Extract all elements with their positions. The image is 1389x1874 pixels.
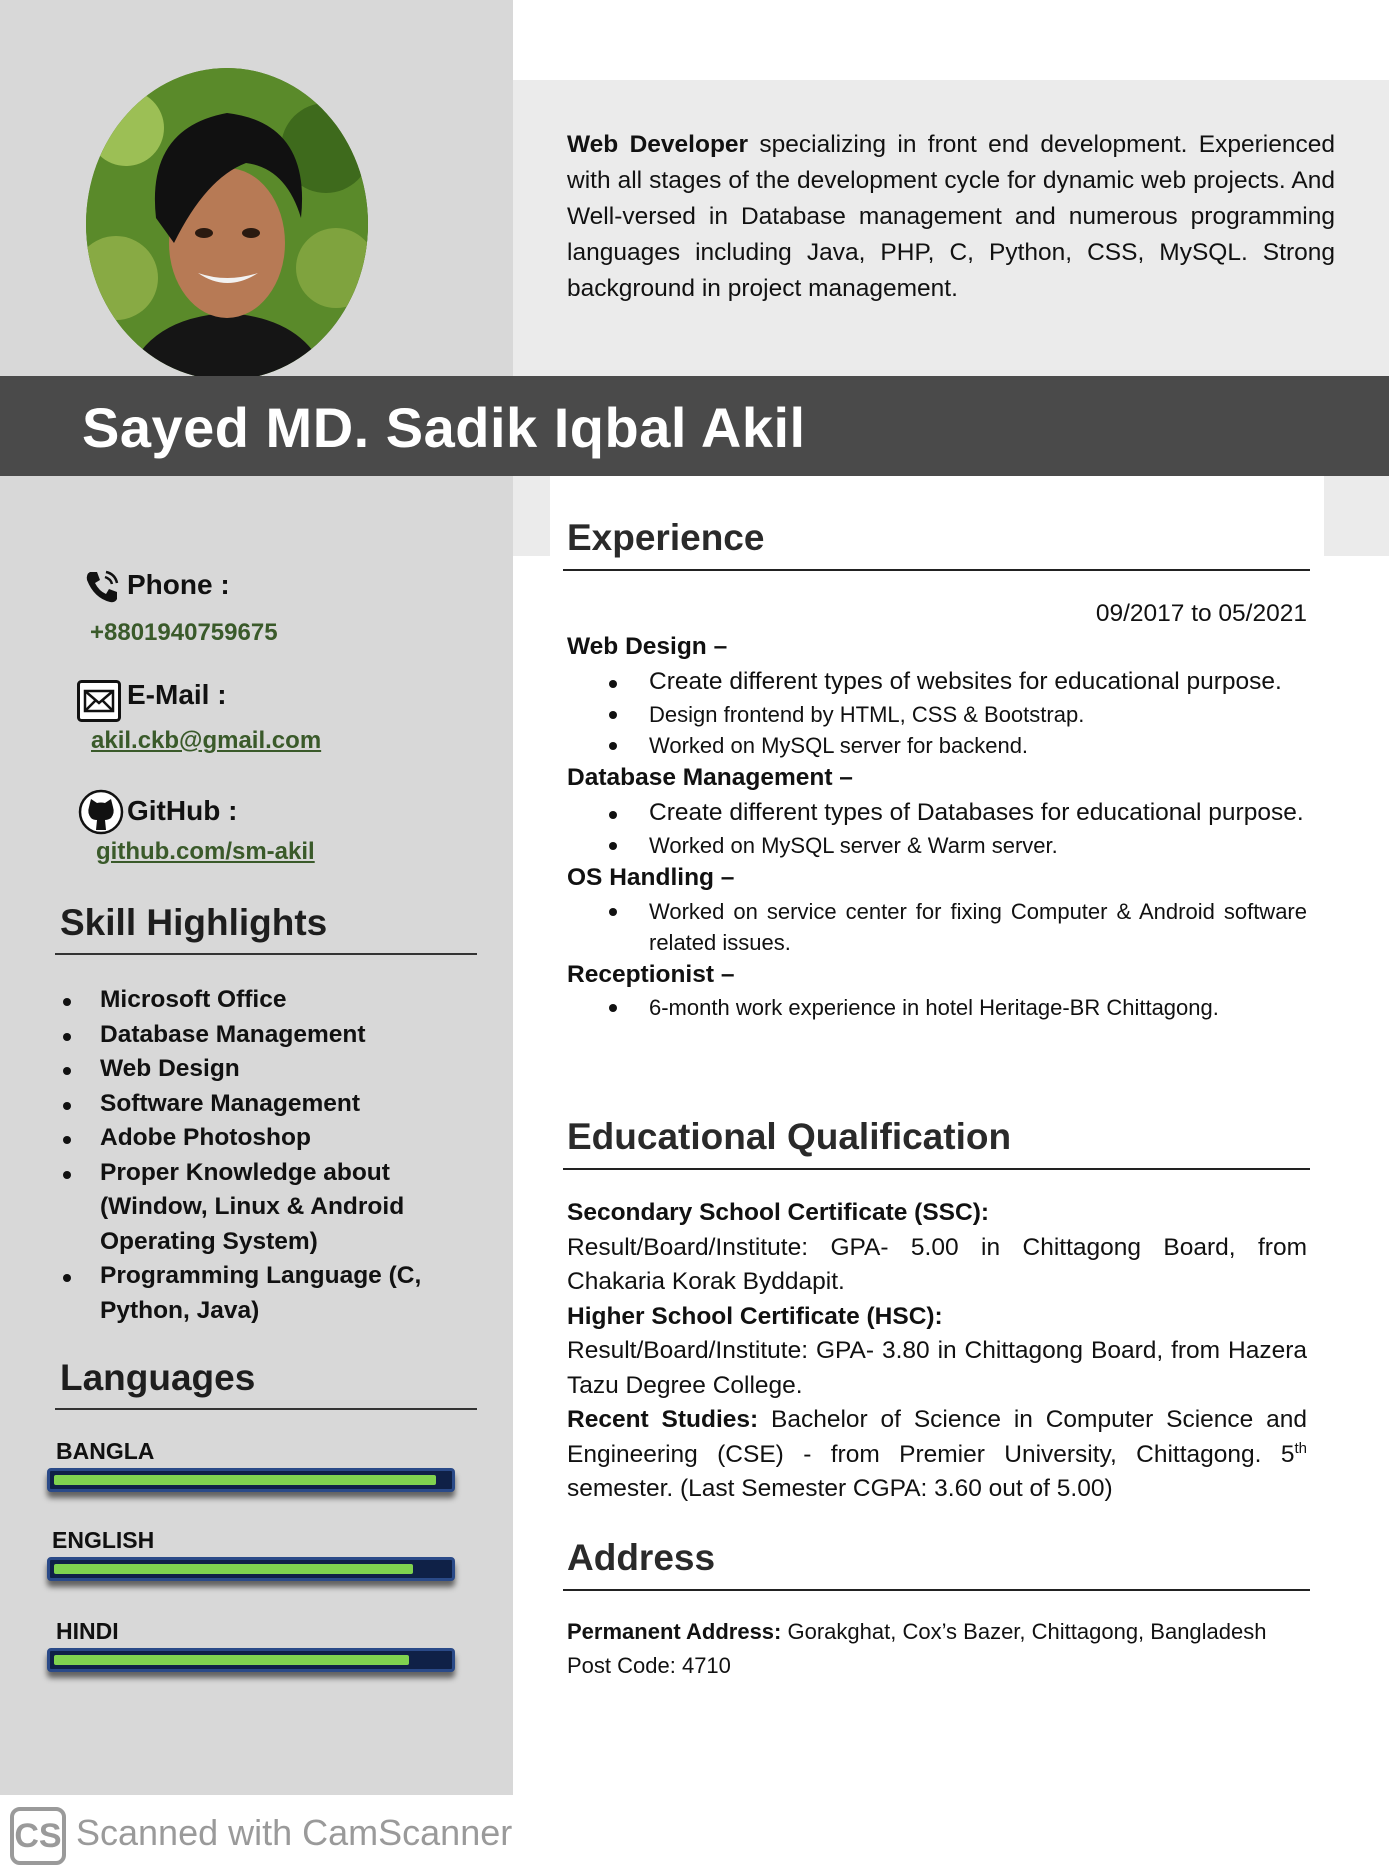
hsc-details: Result/Board/Institute: GPA- 3.80 in Chittagong Board, from Hazera Tazu Degree College. <box>567 1337 1307 1399</box>
skills-list <box>60 983 480 1328</box>
skill-item: Web Design <box>60 1052 480 1087</box>
skill-item: Database Management <box>60 1018 480 1053</box>
experience-heading: Experience <box>567 517 765 558</box>
skills-heading: Skill Highlights <box>60 902 328 943</box>
skill-item: Microsoft Office <box>60 983 480 1018</box>
recent-studies-ordinal: th <box>1294 1439 1307 1457</box>
skills-divider <box>55 953 477 955</box>
camscanner-logo: CS <box>10 1807 66 1865</box>
job-bullets <box>567 992 1307 1023</box>
skill-item: Adobe Photoshop <box>60 1121 480 1156</box>
language-hindi-label: HINDI <box>56 1618 119 1644</box>
post-code: Post Code: 4710 <box>567 1653 731 1678</box>
profile-summary <box>567 127 1335 307</box>
job-bullets <box>567 796 1307 831</box>
address-block <box>567 1615 1267 1683</box>
job-role: Database Management – <box>567 764 853 791</box>
ssc-title: Secondary School Certificate (SSC): <box>567 1199 990 1226</box>
mail-icon <box>77 680 121 722</box>
job-bullets <box>567 896 1307 958</box>
experience-date-range: 09/2017 to 05/2021 <box>1095 600 1307 627</box>
job-bullets <box>567 665 1307 700</box>
experience-divider <box>563 569 1310 571</box>
job-bullets <box>567 699 1307 761</box>
language-hindi-bar <box>47 1648 455 1672</box>
recent-studies-text: Bachelor of Science in Computer Science and Engineering (CSE) - from Premier University, Chittagong. 5 <box>567 1406 1307 1468</box>
github-link[interactable]: github.com/sm-akil <box>96 838 315 865</box>
phone-value[interactable]: +8801940759675 <box>90 619 278 646</box>
summary-lead: Web Developer <box>567 131 749 158</box>
camscanner-text: Scanned with CamScanner <box>76 1812 513 1853</box>
job-role: Receptionist – <box>567 960 735 988</box>
job-role: OS Handling – <box>567 864 735 891</box>
recent-studies-tail: semester. (Last Semester CGPA: 3.60 out of 5.00) <box>567 1475 1113 1502</box>
permanent-address-label: Permanent Address: <box>567 1619 782 1644</box>
job-bullet: Worked on service center for fixing Computer & Android software related issues. <box>567 896 1307 958</box>
skill-item: Software Management <box>60 1087 480 1122</box>
job-bullet: Design frontend by HTML, CSS & Bootstrap. <box>567 699 1307 730</box>
summary-text: specializing in front end development. Experienced with all stages of the development cycle for dynamic web projects. And Well-versed in Database management and numerous programming languages including Java, PHP, C, Python, CSS, MySQL. Strong background in project management. <box>567 131 1335 302</box>
job-role: Web Design – <box>567 633 728 660</box>
profile-photo-illustration <box>86 68 368 380</box>
job-bullet: Worked on MySQL server for backend. <box>567 730 1307 761</box>
job-bullets <box>567 830 1307 861</box>
ssc-details: Result/Board/Institute: GPA- 5.00 in Chittagong Board, from Chakaria Korak Byddapit. <box>567 1233 1307 1295</box>
phone-icon <box>82 566 122 606</box>
language-bangla-label: BANGLA <box>56 1438 155 1464</box>
skill-item: Proper Knowledge about (Window, Linux & Android Operating System) <box>60 1156 480 1260</box>
language-english-level <box>54 1564 413 1574</box>
candidate-name: Sayed MD. Sadik Iqbal Akil <box>82 396 806 459</box>
recent-studies-title: Recent Studies: <box>567 1406 759 1433</box>
email-label: E-Mail : <box>127 679 227 710</box>
permanent-address-value: Gorakghat, Cox’s Bazer, Chittagong, Bangladesh <box>781 1619 1267 1644</box>
github-icon <box>78 789 124 835</box>
language-bangla-level <box>54 1475 436 1485</box>
address-divider <box>563 1589 1310 1591</box>
email-link[interactable]: akil.ckb@gmail.com <box>91 727 322 754</box>
phone-label: Phone : <box>127 569 230 600</box>
education-divider <box>563 1168 1310 1170</box>
languages-divider <box>55 1408 477 1410</box>
language-english-bar <box>47 1557 455 1581</box>
job-bullet: Create different types of Databases for educational purpose. <box>567 796 1307 831</box>
experience-list <box>567 630 1307 1023</box>
github-label: GitHub : <box>127 795 238 826</box>
education-section <box>567 1196 1307 1507</box>
language-bangla-bar <box>47 1468 455 1492</box>
job-bullet: 6-month work experience in hotel Heritage-BR Chittagong. <box>567 992 1307 1023</box>
skill-item: Programming Language (C, Python, Java) <box>60 1259 480 1328</box>
address-heading: Address <box>567 1537 716 1578</box>
languages-heading: Languages <box>60 1357 256 1398</box>
job-bullet: Worked on MySQL server & Warm server. <box>567 830 1307 861</box>
recent-studies <box>567 1403 1307 1507</box>
language-english-label: ENGLISH <box>52 1527 155 1553</box>
job-bullet: Create different types of websites for educational purpose. <box>567 665 1307 700</box>
profile-photo <box>86 68 368 380</box>
education-heading: Educational Qualification <box>567 1116 1012 1157</box>
hsc-title: Higher School Certificate (HSC): <box>567 1302 943 1330</box>
language-hindi-level <box>54 1655 409 1665</box>
